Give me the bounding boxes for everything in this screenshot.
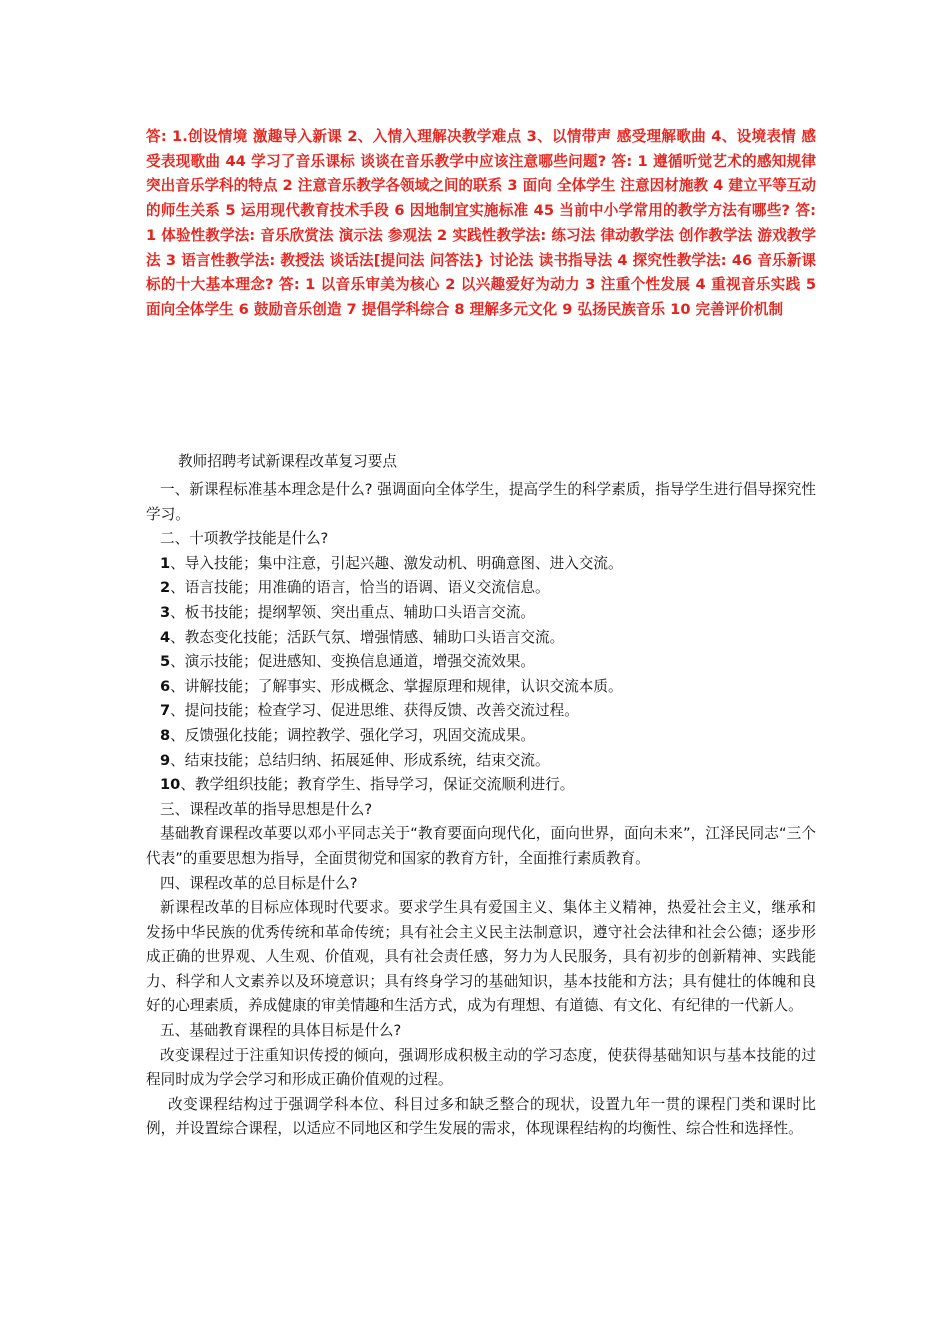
skill-number: 1 (160, 554, 171, 572)
skill-item (146, 699, 816, 724)
skill-text: 、反馈强化技能；调控教学、强化学习，巩固交流成果。 (170, 726, 536, 744)
skill-text: 、结束技能；总结归纳、拓展延伸、形成系统，结束交流。 (170, 751, 550, 769)
skill-text: 、教态变化技能；活跃气氛、增强情感、辅助口头语言交流。 (170, 628, 565, 646)
skill-number: 5 (160, 653, 171, 671)
skill-text: 、讲解技能；了解事实、形成概念、掌握原理和规律，认识交流本质。 (170, 677, 623, 695)
skill-number: 4 (160, 628, 171, 646)
skill-item (146, 626, 816, 651)
skill-number: 6 (160, 677, 171, 695)
skill-item (146, 773, 816, 798)
skill-item (146, 576, 816, 601)
skill-number: 8 (160, 726, 171, 744)
skill-item (146, 650, 816, 675)
skill-text: 、教学组织技能；教育学生、指导学习，保证交流顺利进行。 (180, 776, 575, 794)
question-4: 四、课程改革的总目标是什么? (160, 874, 358, 892)
answer-5-paragraph-1: 改变课程过于注重知识传授的倾向，强调形成积极主动的学习态度，使获得基础知识与基本技能的过程同时成为学会学习和形成正确价值观的过程。 (146, 1046, 816, 1089)
skill-text: 、语言技能；用准确的语言，恰当的语调、语义交流信息。 (170, 579, 550, 597)
skill-item (146, 552, 816, 577)
answer-4: 新课程改革的目标应体现时代要求。要求学生具有爱国主义、集体主义精神，热爱社会主义，继承和发扬中华民族的优秀传统和革命传统；具有社会主义民主法制意识，遵守社会法律和社会公德；逐步形成正确的世界观、人生观、价值观，具有社会责任感，努力为人民服务，具有初步的创新精神、实践能力、科学和人文素养以及环境意识；具有终身学习的基础知识，基本技能和方法；具有健壮的体魄和良好的心理素质，养成健康的审美情趣和生活方式，成为有理想、有道德、有文化、有纪律的一代新人。 (146, 899, 816, 1015)
skill-item (146, 749, 816, 774)
review-content (146, 478, 816, 1142)
document-title: 教师招聘考试新课程改革复习要点 (178, 453, 397, 470)
skill-number: 9 (160, 751, 171, 769)
skill-item (146, 601, 816, 626)
skill-text: 、板书技能；提纲挈领、突出重点、辅助口头语言交流。 (170, 603, 536, 621)
skill-number: 7 (160, 702, 171, 720)
skill-item (146, 724, 816, 749)
question-2: 二、十项教学技能是什么? (160, 530, 329, 548)
skill-text: 、提问技能；检查学习、促进思维、获得反馈、改善交流过程。 (170, 702, 579, 720)
question-5: 五、基础教育课程的具体目标是什么? (160, 1022, 402, 1040)
skill-number: 3 (160, 603, 171, 621)
answer-3: 基础教育课程改革要以邓小平同志关于“教育要面向现代化，面向世界，面向未来”，江泽民同志“三个代表”的重要思想为指导，全面贯彻党和国家的教育方针，全面推行素质教育。 (146, 825, 816, 867)
skill-number: 10 (160, 776, 181, 794)
skill-text: 、导入技能；集中注意，引起兴趣、激发动机、明确意图、进入交流。 (170, 554, 623, 572)
music-qa-text: 答: 1.创设情境 激趣导入新课 2、入情入理解决教学难点 3、以情带声 感受理解歌曲 4、设境表情 感受表现歌曲 44 学习了音乐课标 谈谈在音乐教学中应该注意哪些问题? 答: 1 遵循听觉艺术的感知规律 突出音乐学科的特点 2 注意音乐教学各领域之间的联系 3 面向 全体学生 注意因材施教 4 建立平等互动的师生关系 5 运用现代教育技术手段 6 因地制宜实施标准 45 当前中小学常用的教学方法有哪些? 答: 1 体验性教学法: 音乐欣赏法 演示法 参观法 2 实践性教学法: 练习法 律动教学法 创作教学法 游戏教学法 3 语言性教学法: 教授法 谈话法[提问法 问答法} 讨论法 读书指导法 4 探究性教学法: 46 音乐新课标的十大基本理念? 答: 1 以音乐审美为核心 2 以兴趣爱好为动力 3 注重个性发展 4 重视音乐实践 5 面向全体学生 6 鼓励音乐创造 7 提倡学科综合 8 理解多元文化 9 弘扬民族音乐 10 完善评价机制 (146, 128, 816, 318)
music-qa-block (146, 125, 816, 323)
question-3: 三、课程改革的指导思想是什么? (160, 800, 373, 818)
skill-number: 2 (160, 579, 171, 597)
answer-5-paragraph-2: 改变课程结构过于强调学科本位、科目过多和缺乏整合的现状，设置九年一贯的课程门类和课时比例，并设置综合课程，以适应不同地区和学生发展的需求，体现课程结构的均衡性、综合性和选择性。 (146, 1095, 816, 1138)
question-1: 一、新课程标准基本理念是什么? 强调面向全体学生，提高学生的科学素质，指导学生进行倡导探究性学习。 (146, 481, 816, 523)
skill-item (146, 675, 816, 700)
skill-text: 、演示技能；促进感知、变换信息通道，增强交流效果。 (170, 653, 536, 671)
